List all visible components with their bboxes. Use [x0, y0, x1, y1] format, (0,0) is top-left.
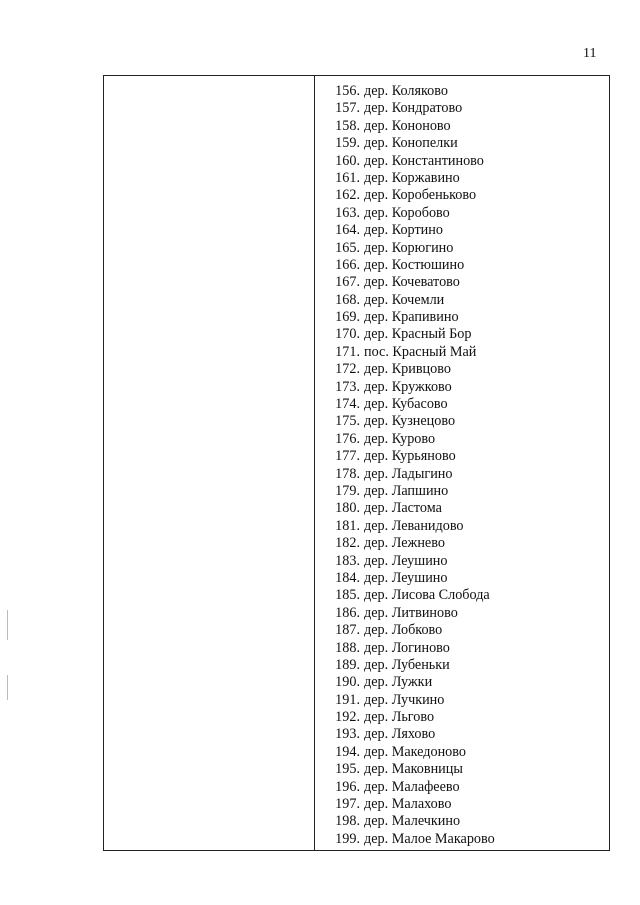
settlement-name: дер. Леушино [364, 552, 448, 569]
item-number: 164. [335, 222, 360, 239]
item-number: 188. [335, 639, 360, 656]
settlement-name: дер. Кочеватово [364, 274, 460, 291]
list-item [315, 813, 609, 830]
page-number: 11 [583, 46, 597, 61]
settlement-name: дер. Малечкино [364, 813, 461, 830]
list-item [315, 153, 609, 170]
settlement-name: пос. Красный Май [364, 343, 477, 360]
list-item [315, 135, 609, 152]
list-item [315, 187, 609, 204]
list-item [315, 587, 609, 604]
item-number: 171. [335, 343, 360, 360]
settlement-name: дер. Корюгино [364, 239, 454, 256]
list-item [315, 100, 609, 117]
item-number: 193. [335, 726, 360, 743]
settlement-name: дер. Кузнецово [364, 413, 456, 430]
list-item [315, 222, 609, 239]
item-number: 189. [335, 656, 360, 673]
item-number: 177. [335, 448, 360, 465]
item-number: 184. [335, 569, 360, 586]
settlement-name: дер. Лубеньки [364, 656, 450, 673]
settlement-name: дер. Малое Макарово [364, 830, 495, 847]
list-item [315, 379, 609, 396]
scan-margin-mark [7, 610, 8, 640]
list-item [315, 326, 609, 343]
settlement-name: дер. Лобково [364, 622, 443, 639]
item-number: 160. [335, 152, 360, 169]
settlement-name: дер. Маковницы [364, 761, 463, 778]
list-item [315, 674, 609, 691]
list-item [315, 413, 609, 430]
settlement-name: дер. Малафеево [364, 778, 460, 795]
item-number: 175. [335, 413, 360, 430]
settlement-name: дер. Ляхово [364, 726, 436, 743]
list-item [315, 796, 609, 813]
item-number: 172. [335, 361, 360, 378]
settlement-name: дер. Леванидово [364, 517, 464, 534]
settlement-name: дер. Лисова Слобода [364, 587, 490, 604]
list-item [315, 726, 609, 743]
list-item [315, 257, 609, 274]
list-item [315, 483, 609, 500]
settlement-name: дер. Леушино [364, 569, 448, 586]
item-number: 165. [335, 239, 360, 256]
list-item [315, 240, 609, 257]
item-number: 156. [335, 83, 360, 99]
settlement-list [315, 76, 609, 848]
list-item [315, 744, 609, 761]
list-item [315, 535, 609, 552]
settlement-name: дер. Конопелки [364, 135, 458, 152]
item-number: 194. [335, 743, 360, 760]
item-number: 168. [335, 291, 360, 308]
list-item [315, 83, 609, 100]
settlement-name: дер. Красный Бор [364, 326, 472, 343]
item-number: 192. [335, 709, 360, 726]
item-number: 180. [335, 500, 360, 517]
settlement-name: дер. Лежнево [364, 535, 445, 552]
list-item [315, 344, 609, 361]
list-item [315, 274, 609, 291]
item-number: 173. [335, 378, 360, 395]
list-item [315, 570, 609, 587]
item-number: 183. [335, 552, 360, 569]
list-item [315, 553, 609, 570]
item-number: 163. [335, 204, 360, 221]
item-number: 196. [335, 778, 360, 795]
settlement-name: дер. Курово [364, 430, 436, 447]
list-item [315, 831, 609, 848]
settlement-name: дер. Логиново [364, 639, 450, 656]
item-number: 162. [335, 187, 360, 204]
item-number: 170. [335, 326, 360, 343]
list-item [315, 448, 609, 465]
item-number: 197. [335, 796, 360, 813]
settlement-name: дер. Кубасово [364, 396, 448, 413]
list-item [315, 657, 609, 674]
scan-margin-mark [7, 675, 8, 700]
list-item [315, 779, 609, 796]
item-number: 187. [335, 622, 360, 639]
item-number: 199. [335, 830, 360, 847]
settlement-name: дер. Константиново [364, 152, 484, 169]
item-number: 176. [335, 430, 360, 447]
settlement-name: дер. Лучкино [364, 691, 445, 708]
list-item [315, 170, 609, 187]
table-left-column [104, 76, 315, 850]
table-right-column [315, 76, 609, 850]
settlement-name: дер. Льгово [364, 709, 435, 726]
settlement-name: дер. Коробеньково [364, 187, 477, 204]
settlement-name: дер. Македоново [364, 743, 466, 760]
settlement-name: дер. Коробово [364, 204, 450, 221]
item-number: 157. [335, 100, 360, 117]
list-item [315, 761, 609, 778]
list-item [315, 361, 609, 378]
list-item [315, 692, 609, 709]
settlement-name: дер. Кортино [364, 222, 443, 239]
item-number: 198. [335, 813, 360, 830]
list-item [315, 309, 609, 326]
item-number: 191. [335, 691, 360, 708]
settlement-name: дер. Коржавино [364, 169, 460, 186]
settlement-name: дер. Кривцово [364, 361, 451, 378]
settlement-name: дер. Литвиново [364, 604, 458, 621]
item-number: 158. [335, 117, 360, 134]
list-item [315, 709, 609, 726]
settlement-name: дер. Ладыгино [364, 465, 453, 482]
settlement-name: дер. Малахово [364, 796, 452, 813]
item-number: 159. [335, 135, 360, 152]
list-item [315, 431, 609, 448]
settlement-name: дер. Крапивино [364, 309, 459, 326]
item-number: 190. [335, 674, 360, 691]
list-item [315, 118, 609, 135]
item-number: 185. [335, 587, 360, 604]
settlements-table [103, 75, 610, 851]
list-item [315, 640, 609, 657]
list-item [315, 500, 609, 517]
settlement-name: дер. Кружково [364, 378, 452, 395]
settlement-name: дер. Ластома [364, 500, 442, 517]
settlement-name: дер. Коляково [364, 83, 448, 99]
item-number: 186. [335, 604, 360, 621]
list-item [315, 396, 609, 413]
list-item [315, 292, 609, 309]
item-number: 166. [335, 256, 360, 273]
list-item [315, 605, 609, 622]
settlement-name: дер. Кочемли [364, 291, 445, 308]
settlement-name: дер. Лапшино [364, 482, 449, 499]
settlement-name: дер. Кононово [364, 117, 451, 134]
list-item [315, 466, 609, 483]
item-number: 178. [335, 465, 360, 482]
item-number: 169. [335, 309, 360, 326]
settlement-name: дер. Кондратово [364, 100, 463, 117]
list-item [315, 205, 609, 222]
item-number: 181. [335, 517, 360, 534]
item-number: 174. [335, 396, 360, 413]
item-number: 161. [335, 169, 360, 186]
settlement-name: дер. Курьяново [364, 448, 456, 465]
item-number: 182. [335, 535, 360, 552]
settlement-name: дер. Лужки [364, 674, 433, 691]
item-number: 167. [335, 274, 360, 291]
list-item [315, 622, 609, 639]
item-number: 195. [335, 761, 360, 778]
settlement-name: дер. Костюшино [364, 256, 465, 273]
list-item [315, 518, 609, 535]
item-number: 179. [335, 482, 360, 499]
